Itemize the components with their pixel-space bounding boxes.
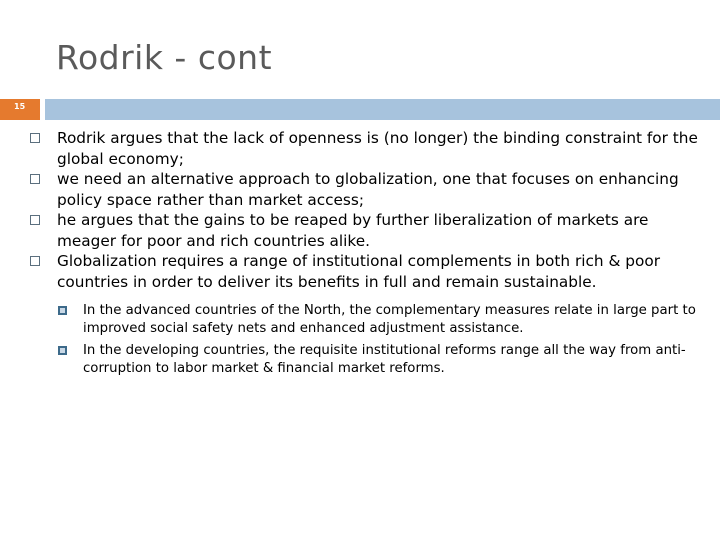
sub-bullet-text: In the developing countries, the requisite institutional reforms range all the way from anti-corruption to labor market & financial market reforms. [83, 343, 686, 376]
bullet-item [30, 251, 705, 292]
filled-square-bullet-icon [58, 306, 67, 315]
filled-square-bullet-icon [58, 346, 67, 355]
bullet-item [30, 128, 705, 169]
bullet-text: Globalization requires a range of institutional complements in both rich & poor countries in order to deliver its benefits in full and remain sustainable. [57, 252, 660, 291]
sub-bullet-list [30, 302, 705, 377]
bullet-text: he argues that the gains to be reaped by further liberalization of markets are meager for poor and rich countries alike. [57, 211, 649, 250]
bullet-item [30, 210, 705, 251]
title-underline-bar [45, 99, 720, 120]
slide-number: 15 [14, 102, 26, 111]
square-bullet-icon [30, 174, 40, 184]
bullet-text: Rodrik argues that the lack of openness is (no longer) the binding constraint for the global economy; [57, 129, 698, 168]
bullet-text: we need an alternative approach to globalization, one that focuses on enhancing policy space rather than market access; [57, 170, 679, 209]
sub-bullet-item [30, 302, 705, 337]
sub-bullet-text: In the advanced countries of the North, the complementary measures relate in large part to improved social safety nets and enhanced adjustment assistance. [83, 303, 696, 336]
sub-bullet-item [30, 342, 705, 377]
square-bullet-icon [30, 133, 40, 143]
square-bullet-icon [30, 256, 40, 266]
bullet-item [30, 169, 705, 210]
slide-content [30, 128, 705, 382]
slide-title: Rodrik - cont [56, 38, 273, 77]
square-bullet-icon [30, 215, 40, 225]
